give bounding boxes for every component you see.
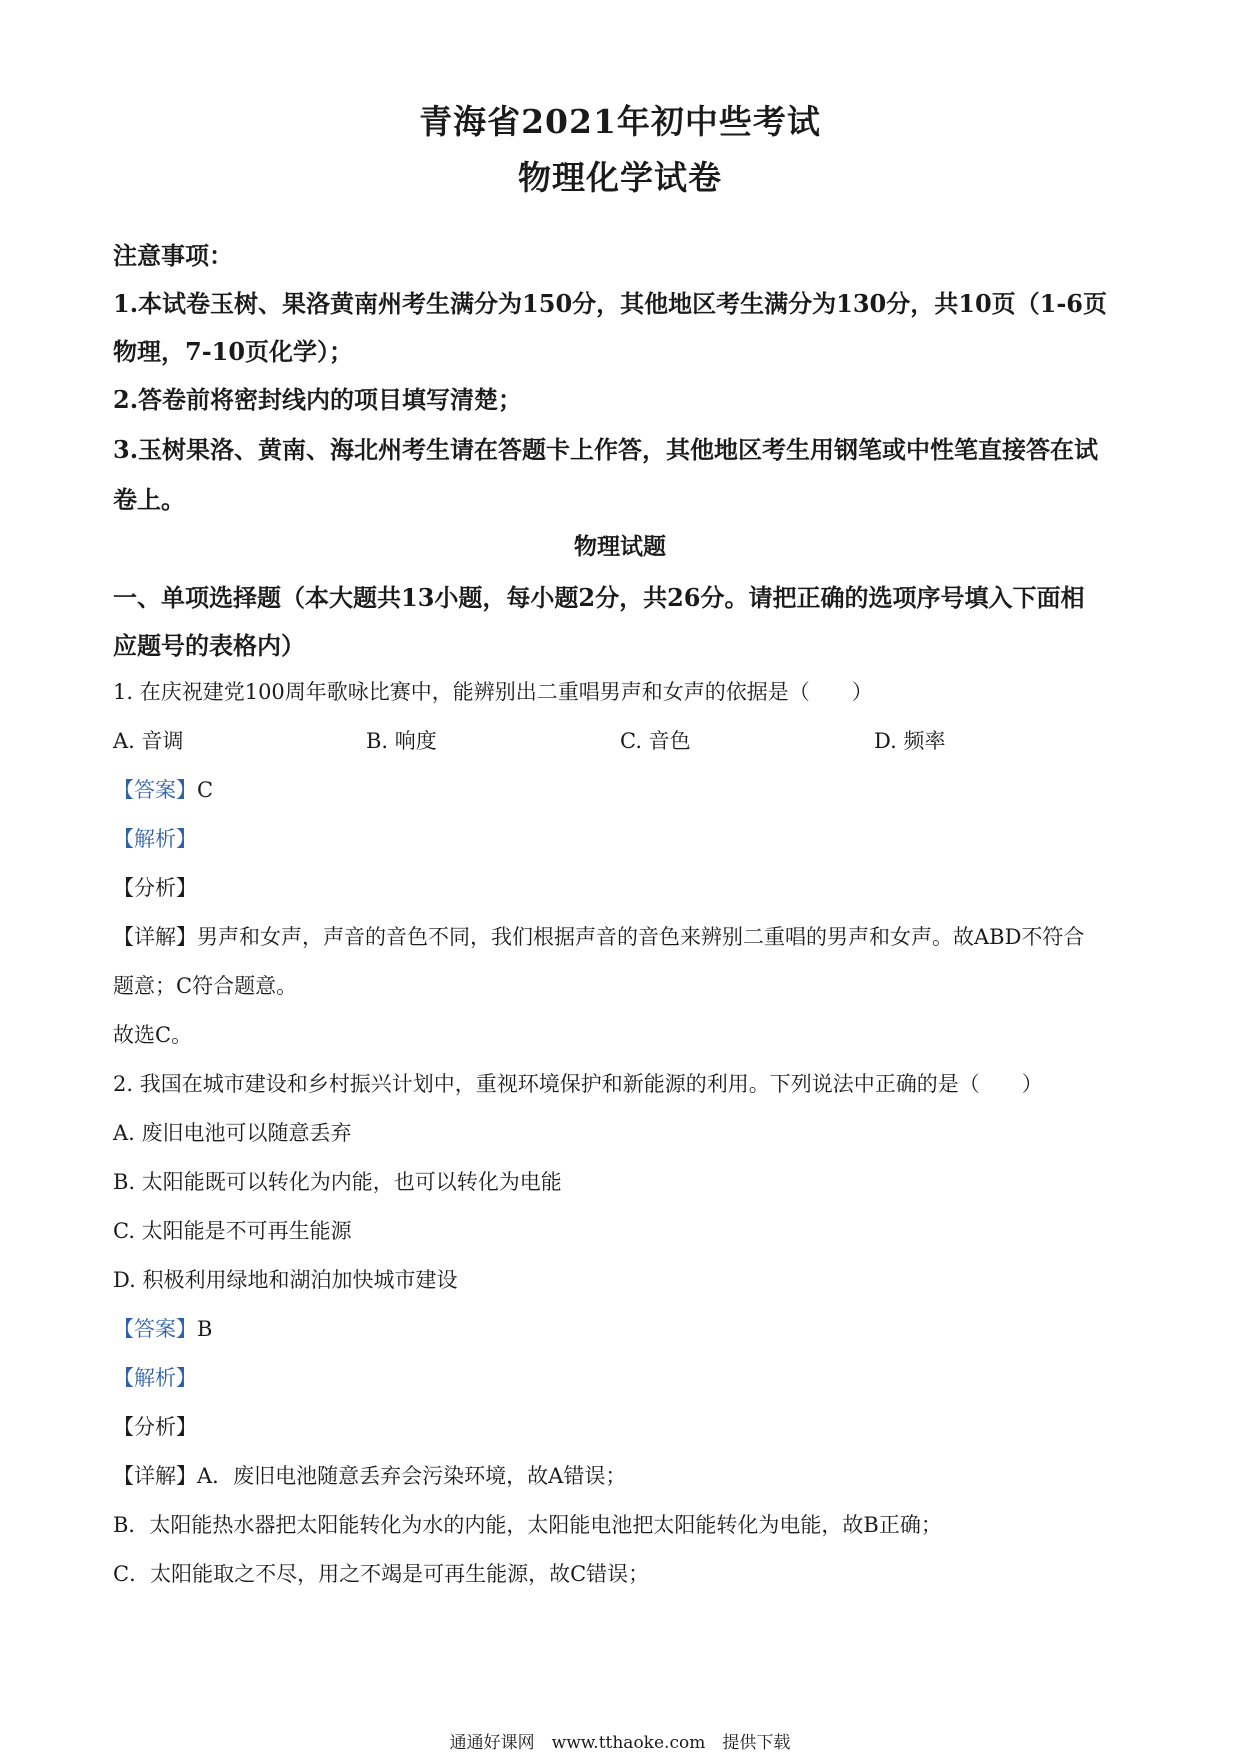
- q2-fenxi-tag: 【分析】: [113, 1415, 197, 1439]
- q1-option-d: D. 频率: [874, 729, 946, 753]
- part1-heading: 一、单项选择题（本大题共13小题，每小题2分，共26分。请把正确的选项序号填入下面相: [113, 583, 1085, 612]
- q2-detail-line: [113, 1460, 626, 1490]
- q2-answer-tag: 【答案】: [113, 1317, 197, 1341]
- notice-item-1: 1.本试卷玉树、果洛黄南州考生满分为150分，其他地区考生满分为130分，共10页（1-6页: [113, 289, 1108, 318]
- q2-detail-c: C．太阳能取之不尽，用之不竭是可再生能源，故C错误；: [113, 1562, 650, 1586]
- q1-detail-text: 男声和女声，声音的音色不同，我们根据声音的音色来辨别二重唱的男声和女声。故ABD不符合: [197, 925, 1085, 949]
- q1-option-b: B. 响度: [366, 729, 437, 753]
- q2-option-c: C. 太阳能是不可再生能源: [113, 1219, 352, 1243]
- q1-detail-cont: 题意；C符合题意。: [113, 974, 298, 998]
- notice-heading: 注意事项：: [113, 241, 233, 270]
- exam-subtitle: 物理化学试卷: [518, 158, 722, 197]
- notice-item-1-cont: 物理，7-10页化学）；: [113, 337, 354, 366]
- q1-analysis-tag: 【解析】: [113, 827, 197, 851]
- notice-item-2: 2.答卷前将密封线内的项目填写清楚；: [113, 385, 523, 414]
- q2-analysis-tag: 【解析】: [113, 1366, 197, 1390]
- q2-option-d: D. 积极利用绿地和湖泊加快城市建设: [113, 1268, 458, 1292]
- section-title: 物理试题: [574, 533, 666, 560]
- q2-detail-tag: 【详解】: [113, 1464, 197, 1488]
- part1-heading-cont: 应题号的表格内）: [113, 631, 305, 660]
- q1-option-c: C. 音色: [620, 729, 691, 753]
- q1-answer-tag: 【答案】: [113, 778, 197, 802]
- q1-fenxi-tag: 【分析】: [113, 876, 197, 900]
- q1-answer: C: [197, 778, 214, 802]
- q1-conclusion: 故选C。: [113, 1023, 193, 1047]
- q1-option-a: A. 音调: [113, 729, 184, 753]
- q2-answer: B: [197, 1317, 213, 1341]
- q1-stem: 1. 在庆祝建党100周年歌咏比赛中，能辨别出二重唱男声和女声的依据是（ ）: [113, 680, 873, 704]
- notice-item-3: 3.玉树果洛、黄南、海北州考生请在答题卡上作答，其他地区考生用钢笔或中性笔直接答在试: [113, 435, 1099, 464]
- exam-title: 青海省2021年初中些考试: [419, 102, 821, 141]
- q2-stem: 2. 我国在城市建设和乡村振兴计划中，重视环境保护和新能源的利用。下列说法中正确的是（ ）: [113, 1072, 1043, 1096]
- q2-option-b: B. 太阳能既可以转化为内能，也可以转化为电能: [113, 1170, 562, 1194]
- q2-answer-line: [113, 1313, 212, 1343]
- q2-detail-text: A．废旧电池随意丢弃会污染环境，故A错误；: [197, 1464, 627, 1488]
- notice-item-3-cont: 卷上。: [113, 485, 185, 514]
- footer-credit: 通通好课网 www.tthaoke.com 提供下载: [449, 1733, 791, 1753]
- q2-option-a: A. 废旧电池可以随意丢弃: [113, 1121, 352, 1145]
- q1-answer-line: [113, 774, 213, 804]
- q2-detail-b: B．太阳能热水器把太阳能转化为水的内能，太阳能电池把太阳能转化为电能，故B正确；: [113, 1513, 942, 1537]
- q1-detail-line: [113, 921, 1084, 951]
- q1-detail-tag: 【详解】: [113, 925, 197, 949]
